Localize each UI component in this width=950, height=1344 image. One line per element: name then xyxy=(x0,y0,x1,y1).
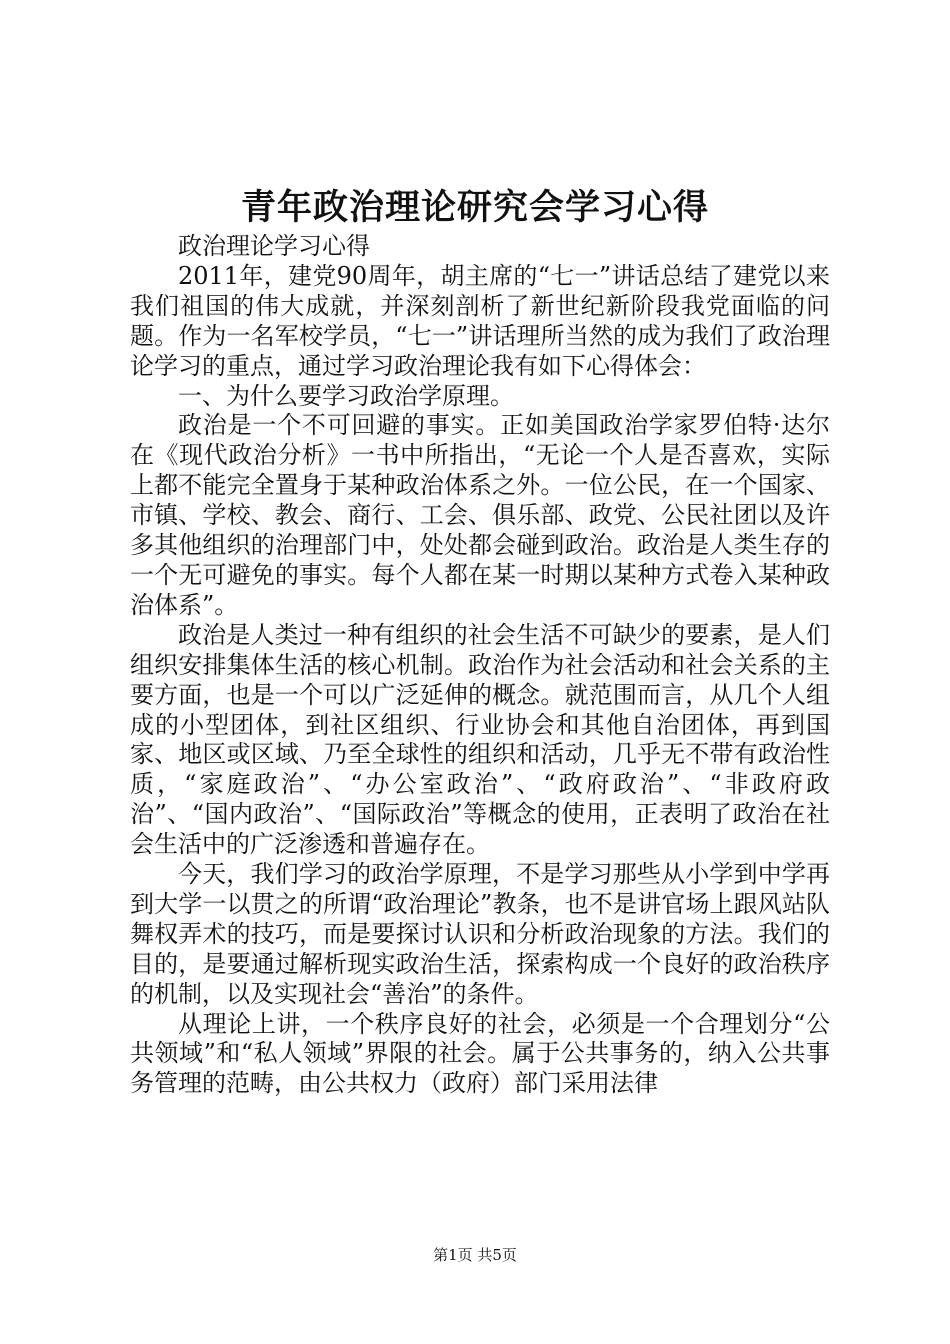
paragraph-intro: 2011年，建党90周年，胡主席的“七一”讲话总结了建党以来我们祖国的伟大成就，并深刻剖析了新世纪新阶段我党面临的问题。作为一名军校学员，“七一”讲话理所当然的成为我们了政治理论学习的重点，通过学习政治理论我有如下心得体会： xyxy=(130,261,830,380)
document-body xyxy=(130,232,830,1099)
paragraph: 从理论上讲，一个秩序良好的社会，必须是一个合理划分“公共领域”和“私人领域”界限的社会。属于公共事务的，纳入公共事务管理的范畴，由公共权力（政府）部门采用法律 xyxy=(130,1009,830,1098)
paragraph: 今天，我们学习的政治学原理，不是学习那些从小学到中学再到大学一以贯之的所谓“政治理论”教条，也不是讲官场上跟风站队舞权弄术的技巧，而是要探讨认识和分析政治现象的方法。我们的目的，是要通过解析现实政治生活，探索构成一个良好的政治秩序的机制，以及实现社会“善治”的条件。 xyxy=(130,860,830,1008)
paragraph-subtitle: 政治理论学习心得 xyxy=(178,232,370,260)
paragraph: 政治是一个不可回避的事实。正如美国政治学家罗伯特·达尔在《现代政治分析》一书中所指出，“无论一个人是否喜欢，实际上都不能完全置身于某种政治体系之外。一位公民，在一个国家、市镇、学校、教会、商行、工会、俱乐部、政党、公民社团以及许多其他组织的治理部门中，处处都会碰到政治。政治是人类生存的一个无可避免的事实。每个人都在某一时期以某种方式卷入某种政治体系”。 xyxy=(130,411,830,619)
page-number-footer: 第1页 共5页 xyxy=(433,1246,517,1264)
paragraph: 政治是人类过一种有组织的社会生活不可缺少的要素，是人们组织安排集体生活的核心机制。政治作为社会活动和社会关系的主要方面，也是一个可以广泛延伸的概念。就范围而言，从几个人组成的小型团体，到社区组织、行业协会和其他自治团体，再到国家、地区或区域、乃至全球性的组织和活动，几乎无不带有政治性质，“家庭政治”、“办公室政治”、“政府政治”、“非政府政治”、“国内政治”、“国际政治”等概念的使用，正表明了政治在社会生活中的广泛渗透和普遍存在。 xyxy=(130,620,830,859)
document-title: 青年政治理论研究会学习心得 xyxy=(240,187,709,228)
section-heading: 一、为什么要学习政治学原理。 xyxy=(178,381,514,410)
